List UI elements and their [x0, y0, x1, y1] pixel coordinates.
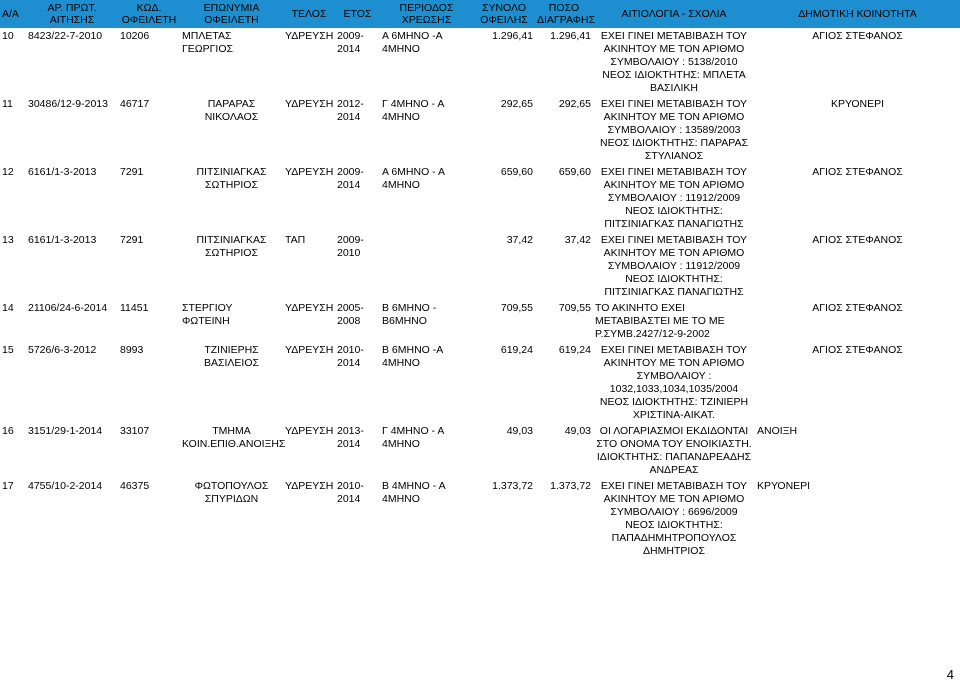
cell-eponymia: ΠΙΤΣΙΝΙΑΓΚΑΣ ΣΩΤΗΡΙΟΣ: [196, 166, 267, 191]
cell-aa: 11: [2, 98, 13, 110]
cell-synolo: 659,60: [500, 166, 533, 178]
cell-aa: 15: [2, 344, 14, 356]
header-poso: ΠΟΣΟ ΔΙΑΓΡΑΦΗΣ: [537, 2, 596, 26]
cell-synolo: 1.296,41: [492, 30, 533, 42]
header-kod: ΚΩΔ. ΟΦΕΙΛΕΤΗ: [118, 0, 180, 28]
cell-eponymia: ΣΤΕΡΓΙΟΥ ΦΩΤΕΙΝΗ: [182, 302, 233, 327]
cell-poso: 1.373,72: [550, 480, 591, 492]
cell-kod: 11451: [120, 302, 149, 314]
cell-eponymia: ΠΙΤΣΙΝΙΑΓΚΑΣ ΣΩΤΗΡΙΟΣ: [196, 234, 267, 259]
cell-ar-prot: 4755/10-2-2014: [28, 480, 103, 492]
table-row: [0, 423, 960, 478]
cell-telos: ΥΔΡΕΥΣΗ: [285, 425, 334, 437]
cell-aitiologia: ΕΧΕΙ ΓΙΝΕΙ ΜΕΤΑΒΙΒΑΣΗ ΤΟΥ ΑΚΙΝΗΤΟΥ ΜΕ ΤΟΝ ΑΡΙΘΜΟ ΣΥΜΒΟΛΑΙΟΥ : 13589/2003 ΝΕΟΣ ΙΔΙΟΚΤΗΤΗΣ: ΠΑΡΑΡΑΣ ΣΤΥΛΙΑΝΟΣ: [599, 98, 749, 162]
cell-poso: 709,55: [558, 302, 591, 314]
cell-periodos: Α 6ΜΗΝΟ - Α 4ΜΗΝΟ: [382, 166, 445, 191]
cell-ar-prot: 6161/1-3-2013: [28, 234, 97, 246]
header-periodos: ΠΕΡΙΟΔΟΣ ΧΡΕΩΣΗΣ: [380, 0, 473, 28]
cell-etos: 2012-2014: [337, 98, 364, 123]
page-number: 4: [946, 667, 954, 682]
cell-telos: ΥΔΡΕΥΣΗ: [285, 98, 334, 110]
cell-aa: 17: [2, 480, 14, 492]
cell-etos: 2013-2014: [337, 425, 364, 450]
cell-periodos: Β 6ΜΗΝΟ - Β6ΜΗΝΟ: [382, 302, 437, 327]
cell-aitiologia: ΕΧΕΙ ΓΙΝΕΙ ΜΕΤΑΒΙΒΑΣΗ ΤΟΥ ΑΚΙΝΗΤΟΥ ΜΕ ΤΟΝ ΑΡΙΘΜΟ ΣΥΜΒΟΛΑΙΟΥ : 5138/2010 ΝΕΟΣ ΙΔΙΟΚΤΗΤΗΣ: ΜΠΛΕΤΑ ΒΑΣΙΛΙΚΗ: [600, 30, 748, 94]
cell-koinotita: ΑΓΙΟΣ ΣΤΕΦΑΝΟΣ: [812, 344, 903, 356]
table-row: [0, 300, 960, 342]
cell-eponymia: ΤΖΙΝΙΕΡΗΣ ΒΑΣΙΛΕΙΟΣ: [203, 344, 259, 369]
cell-etos: 2010-2014: [337, 480, 364, 505]
cell-kod: 46717: [120, 98, 150, 110]
header-aa: Α/Α: [0, 0, 26, 28]
cell-ar-prot: 5726/6-3-2012: [28, 344, 97, 356]
cell-telos: ΥΔΡΕΥΣΗ: [285, 166, 334, 178]
header-ar-prot: ΑΡ. ΠΡΩΤ. ΑΙΤΗΣΗΣ: [26, 0, 118, 28]
cell-ar-prot: 3151/29-1-2014: [28, 425, 103, 437]
header-etos: ΕΤΟΣ: [335, 0, 380, 28]
cell-kod: 7291: [120, 166, 144, 178]
cell-etos: 2010-2014: [337, 344, 364, 369]
cell-koinotita: ΑΓΙΟΣ ΣΤΕΦΑΝΟΣ: [812, 302, 903, 314]
cell-synolo: 709,55: [500, 302, 533, 314]
cell-poso: 1.296,41: [550, 30, 591, 42]
cell-aa: 16: [2, 425, 14, 437]
cell-koinotita: ΚΡΥΟΝΕΡΙ: [757, 480, 811, 492]
table-row: [0, 96, 960, 164]
cell-aitiologia: ΟΙ ΛΟΓΑΡΙΑΣΜΟΙ ΕΚΔΙΔΟΝΤΑΙ ΣΤΟ ΟΝΟΜΑ ΤΟΥ ΕΝΟΙΚΙΑΣΤΗ. ΙΔΙΟΚΤΗΤΗΣ: ΠΑΠΑΝΔΡΕΑΔΗΣ ΑΝΔΡΕΑΣ: [596, 425, 752, 476]
cell-kod: 33107: [120, 425, 150, 437]
cell-synolo: 1.373,72: [492, 480, 533, 492]
cell-telos: ΥΔΡΕΥΣΗ: [285, 480, 334, 492]
table-row: [0, 342, 960, 423]
cell-periodos: Α 6ΜΗΝΟ -Α 4ΜΗΝΟ: [382, 30, 443, 55]
cell-aa: 12: [2, 166, 14, 178]
cell-kod: 10206: [120, 30, 150, 42]
cell-periodos: Γ 4ΜΗΝΟ - Α 4ΜΗΝΟ: [382, 425, 444, 450]
cell-telos: ΥΔΡΕΥΣΗ: [285, 344, 334, 356]
cell-telos: ΥΔΡΕΥΣΗ: [285, 30, 334, 42]
cell-koinotita: ΑΓΙΟΣ ΣΤΕΦΑΝΟΣ: [812, 166, 903, 178]
header-aitiologia: ΑΙΤΙΟΛΟΓΙΑ - ΣΧΟΛΙΑ: [593, 0, 755, 28]
table-row: [0, 28, 960, 96]
cell-eponymia: ΠΑΡΑΡΑΣ ΝΙΚΟΛΑΟΣ: [204, 98, 259, 123]
cell-aa: 14: [2, 302, 14, 314]
cell-synolo: 292,65: [500, 98, 533, 110]
cell-poso: 292,65: [558, 98, 591, 110]
cell-eponymia: ΦΩΤΟΠΟΥΛΟΣ ΣΠΥΡΙΔΩΝ: [194, 480, 269, 505]
header-telos: ΤΕΛΟΣ: [283, 0, 335, 28]
cell-kod: 46375: [120, 480, 150, 492]
table-row: [0, 164, 960, 232]
cell-aa: 13: [2, 234, 14, 246]
cell-aitiologia: ΤΟ ΑΚΙΝΗΤΟ ΕΧΕΙ ΜΕΤΑΒΙΒΑΣΤΕΙ ΜΕ ΤΟ ΜΕ Ρ.ΣΥΜΒ.2427/12-9-2002: [595, 302, 725, 340]
cell-etos: 2005-2008: [337, 302, 364, 327]
cell-periodos: Β 4ΜΗΝΟ - Α 4ΜΗΝΟ: [382, 480, 446, 505]
cell-aitiologia: ΕΧΕΙ ΓΙΝΕΙ ΜΕΤΑΒΙΒΑΣΗ ΤΟΥ ΑΚΙΝΗΤΟΥ ΜΕ ΤΟΝ ΑΡΙΘΜΟ ΣΥΜΒΟΛΑΙΟΥ : 1032,1033,1034,1035/2004 ΝΕΟΣ ΙΔΙΟΚΤΗΤΗΣ: ΤΖΙΝΙΕΡΗ ΧΡΙΣΤΙΝΑ-ΑΙΚΑΤ.: [599, 344, 749, 421]
header-eponymia: ΕΠΩΝΥΜΙΑ ΟΦΕΙΛΕΤΗ: [180, 0, 283, 28]
cell-etos: 2009-2010: [337, 234, 364, 259]
cell-eponymia: ΤΜΗΜΑ ΚΟΙΝ.ΕΠΙΘ.ΑΝΟΙΞΗΣ: [182, 425, 286, 450]
cell-aitiologia: ΕΧΕΙ ΓΙΝΕΙ ΜΕΤΑΒΙΒΑΣΗ ΤΟΥ ΑΚΙΝΗΤΟΥ ΜΕ ΤΟΝ ΑΡΙΘΜΟ ΣΥΜΒΟΛΑΙΟΥ : 6696/2009 ΝΕΟΣ ΙΔΙΟΚΤΗΤΗΣ: ΠΑΠΑΔΗΜΗΤΡΟΠΟΥΛΟΣ ΔΗΜΗΤΡΙΟΣ: [600, 480, 748, 557]
cell-eponymia: ΜΠΛΕΤΑΣ ΓΕΩΡΓΙΟΣ: [182, 30, 233, 55]
cell-etos: 2009-2014: [337, 166, 364, 191]
cell-synolo: 49,03: [506, 425, 533, 437]
header-row: [0, 0, 960, 28]
table-row: [0, 232, 960, 300]
cell-telos: ΤΑΠ: [285, 234, 306, 246]
cell-ar-prot: 8423/22-7-2010: [28, 30, 103, 42]
cell-koinotita: ΚΡΥΟΝΕΡΙ: [830, 98, 885, 110]
cell-periodos: Γ 4ΜΗΝΟ - Α 4ΜΗΝΟ: [382, 98, 444, 123]
cell-kod: 7291: [120, 234, 144, 246]
cell-kod: 8993: [120, 344, 144, 356]
cell-poso: 619,24: [558, 344, 591, 356]
header-koinotita: ΔΗΜΟΤΙΚΗ ΚΟΙΝΟΤΗΤΑ: [755, 0, 960, 28]
cell-etos: 2009-2014: [337, 30, 364, 55]
cell-koinotita: ΑΓΙΟΣ ΣΤΕΦΑΝΟΣ: [812, 30, 903, 42]
cell-synolo: 619,24: [500, 344, 533, 356]
cell-poso: 659,60: [558, 166, 591, 178]
cell-poso: 49,03: [564, 425, 591, 437]
cell-ar-prot: 30486/12-9-2013: [28, 98, 108, 110]
cell-koinotita: ΑΓΙΟΣ ΣΤΕΦΑΝΟΣ: [812, 234, 903, 246]
cell-poso: 37,42: [564, 234, 591, 246]
cell-periodos: Β 6ΜΗΝΟ -Α 4ΜΗΝΟ: [382, 344, 443, 369]
cell-aitiologia: ΕΧΕΙ ΓΙΝΕΙ ΜΕΤΑΒΙΒΑΣΗ ΤΟΥ ΑΚΙΝΗΤΟΥ ΜΕ ΤΟΝ ΑΡΙΘΜΟ ΣΥΜΒΟΛΑΙΟΥ : 11912/2009 ΝΕΟΣ ΙΔΙΟΚΤΗΤΗΣ: ΠΙΤΣΙΝΙΑΓΚΑΣ ΠΑΝΑΓΙΩΤΗΣ: [600, 166, 748, 230]
cell-aa: 10: [2, 30, 14, 42]
cell-ar-prot: 21106/24-6-2014: [28, 302, 108, 314]
cell-ar-prot: 6161/1-3-2013: [28, 166, 97, 178]
table-row: [0, 478, 960, 559]
header-synolo: ΣΥΝΟΛΟ ΟΦΕΙΛΗΣ: [473, 0, 535, 28]
cell-periodos: [380, 232, 473, 300]
cell-aitiologia: ΕΧΕΙ ΓΙΝΕΙ ΜΕΤΑΒΙΒΑΣΗ ΤΟΥ ΑΚΙΝΗΤΟΥ ΜΕ ΤΟΝ ΑΡΙΘΜΟ ΣΥΜΒΟΛΑΙΟΥ : 11912/2009 ΝΕΟΣ ΙΔΙΟΚΤΗΤΗΣ: ΠΙΤΣΙΝΙΑΓΚΑΣ ΠΑΝΑΓΙΩΤΗΣ: [600, 234, 748, 298]
cell-telos: ΥΔΡΕΥΣΗ: [285, 302, 334, 314]
cell-koinotita: ΑΝΟΙΞΗ: [757, 425, 798, 437]
cell-synolo: 37,42: [506, 234, 533, 246]
